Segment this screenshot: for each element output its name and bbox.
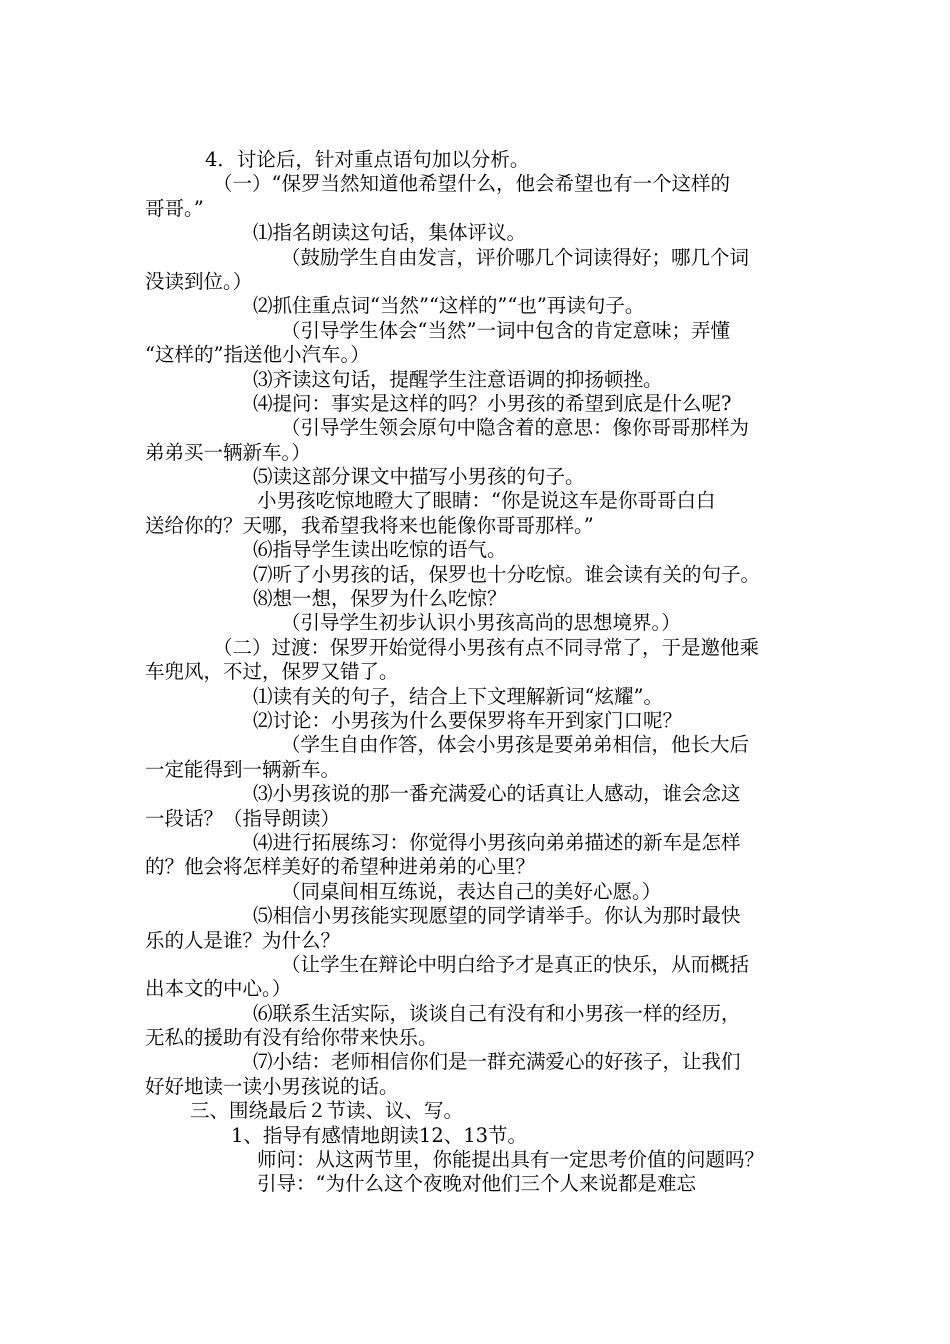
list-item: ⑵抓住重点词“当然”“这样的”“也”再读句子。 <box>253 294 645 318</box>
list-item: ⑵讨论：小男孩为什么要保罗将车开到家门口呢？ <box>253 708 683 732</box>
text-line: 师问：从这两节里，你能提出具有一定思考价值的问题吗？ <box>257 1148 765 1172</box>
text-line: “这样的”指送他小汽车。） <box>145 343 370 367</box>
part-heading: 三、围绕最后２节读、议、写。 <box>190 1099 464 1123</box>
section-heading: （一）“保罗当然知道他希望什么，他会希望也有一个这样的 <box>213 172 730 196</box>
list-item: ⑻想一想，保罗为什么吃惊？ <box>253 587 507 611</box>
list-item: ⑹指导学生读出吃惊的语气。 <box>253 538 507 562</box>
text-line: 弟弟买一辆新车。） <box>145 440 311 464</box>
list-item: ⑷提问：事实是这样的吗？小男孩的希望到底是什么呢? <box>253 391 732 415</box>
text-line: （引导学生体会“当然”一词中包含的肯定意味；弄懂 <box>281 318 730 342</box>
text-line: 没读到位。） <box>145 269 253 293</box>
step-heading: 4．讨论后，针对重点语句加以分析。 <box>205 148 530 171</box>
text-line: 车兜风，不过，保罗又错了。 <box>145 660 399 684</box>
list-item: ⑸读这部分课文中描写小男孩的句子。 <box>253 465 585 489</box>
text-line: （引导学生初步认识小男孩高尚的思想境界。） <box>281 611 681 635</box>
list-item: ⑺听了小男孩的话，保罗也十分吃惊。谁会读有关的句子。 <box>253 562 761 586</box>
list-item: ⑴指名朗读这句话，集体评议。 <box>253 221 527 245</box>
section-heading: （二）过渡：保罗开始觉得小男孩有点不同寻常了，于是邀他乘 <box>213 635 760 659</box>
quote-line: 送给你的？天哪，我希望我将来也能像你哥哥那样。” <box>145 513 594 537</box>
list-item: ⑺小结：老师相信你们是一群充满爱心的好孩子，让我们 <box>253 1050 741 1074</box>
text-line: （学生自由作答，体会小男孩是要弟弟相信，他长大后 <box>281 733 750 757</box>
text-line: （同桌间相互练说，表达自己的美好心愿。） <box>281 879 662 903</box>
text-line: （鼓励学生自由发言，评价哪几个词读得好；哪几个词 <box>281 245 750 269</box>
quote-line: 小男孩吃惊地瞪大了眼睛：“你是说这车是你哥哥白白 <box>257 489 716 513</box>
list-item: ⑶小男孩说的那一番充满爱心的话真让人感动，谁会念这 <box>253 782 741 806</box>
step-heading: 1、指导有感情地朗读12、13节。 <box>231 1123 528 1147</box>
text-line: 引导：“为什么这个夜晚对他们三个人来说都是难忘 <box>257 1172 696 1196</box>
text-line: 一定能得到一辆新车。 <box>145 757 341 781</box>
list-item: ⑶齐读这句话，提醒学生注意语调的抑扬顿挫。 <box>253 367 663 391</box>
list-item: ⑸相信小男孩能实现愿望的同学请举手。你认为那时最快 <box>253 904 741 928</box>
list-item: ⑷进行拓展练习：你觉得小男孩向弟弟描述的新车是怎样 <box>253 830 741 854</box>
text-line: 乐的人是谁？为什么？ <box>145 928 341 952</box>
text-line: （引导学生领会原句中隐含着的意思：像你哥哥那样为 <box>281 416 750 440</box>
document-body <box>145 148 815 1197</box>
list-item: ⑴读有关的句子，结合上下文理解新词“炫耀”。 <box>253 684 663 708</box>
text-line: 的？他会将怎样美好的希望种进弟弟的心里？ <box>145 855 536 879</box>
text-line: 无私的援助有没有给你带来快乐。 <box>145 1026 438 1050</box>
text-line: 好好地读一读小男孩说的话。 <box>145 1074 399 1098</box>
text-line: 哥哥。” <box>145 196 204 220</box>
list-item: ⑹联系生活实际，谈谈自己有没有和小男孩一样的经历， <box>253 1001 741 1025</box>
text-line: （让学生在辩论中明白给予才是真正的快乐，从而概括 <box>281 952 750 976</box>
text-line: 出本文的中心。） <box>145 977 292 1001</box>
text-line: 一段话？（指导朗读） <box>145 806 341 830</box>
